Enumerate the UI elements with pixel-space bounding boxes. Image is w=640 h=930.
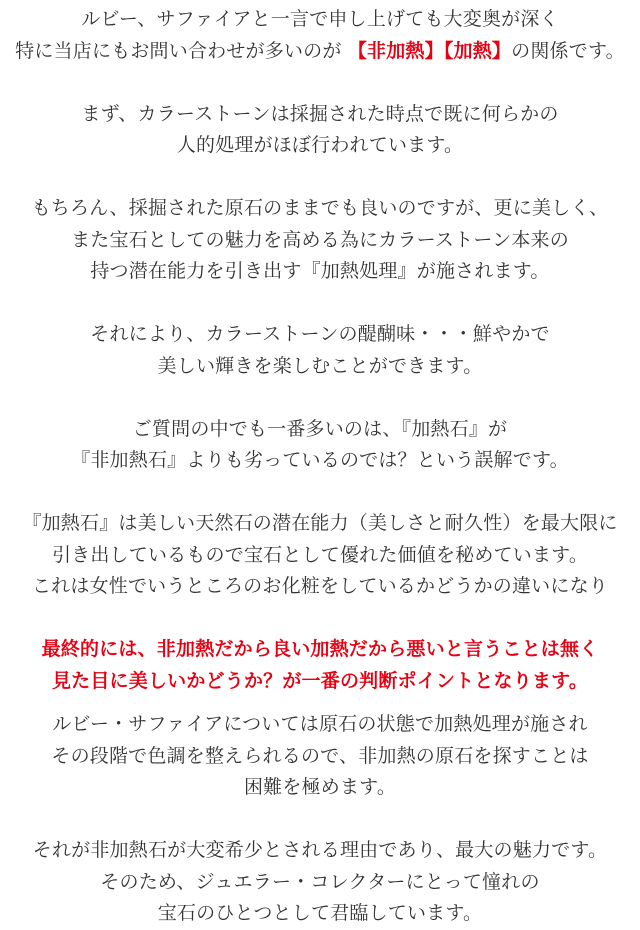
paragraph-value	[0, 508, 640, 603]
paragraph-conclusion	[0, 634, 640, 697]
paragraph-gap	[0, 697, 640, 709]
paragraph-intro	[0, 4, 640, 67]
paragraph-gap	[0, 477, 640, 509]
text-line: これは女性でいうところのお化粧をしているかどうかの違いになり	[31, 575, 608, 597]
text-fragment: 特に当店にもお問い合わせが多いのが	[15, 39, 342, 62]
paragraph-gap	[0, 603, 640, 635]
text-line: 美しい輝きを楽しむことができます。	[157, 354, 483, 377]
paragraph-ruby-sapphire	[0, 709, 640, 804]
paragraph-brilliance	[0, 319, 640, 382]
text-line: もちろん、採掘された原石のままでも良いのですが、更に美しく、	[31, 197, 609, 219]
text-line: ルビー、サファイアと一言で申し上げても大変奥が深く	[81, 8, 559, 30]
text-line: そのため、ジュエラー・コレクターにとって憧れの	[100, 870, 540, 893]
text-line: その段階で色調を整えられるので、非加熱の原石を探すことは	[51, 744, 589, 767]
text-line: ルビー・サファイアについては原石の状態で加熱処理が施され	[52, 713, 588, 735]
paragraph-gap	[0, 288, 640, 320]
text-line: 持つ潜在能力を引き出す『加熱処理』が施されます。	[90, 260, 550, 282]
paragraph-gap	[0, 67, 640, 99]
paragraph-treatment	[0, 99, 640, 162]
text-fragment: の関係です。	[511, 39, 625, 62]
highlight-unheated: 【非加熱】	[347, 39, 444, 62]
emphasis-line: 見た目に美しいかどうか？が一番の判断ポイントとなります。	[51, 669, 589, 692]
text-line: まず、カラーストーンは採掘された時点で既に何らかの	[81, 102, 559, 125]
text-line: 宝石のひとつとして君臨しています。	[157, 902, 483, 924]
text-line: 人的処理がほぼ行われています。	[176, 134, 464, 156]
text-line: 『非加熱石』よりも劣っているのでは？という誤解です。	[71, 449, 569, 471]
text-line: それにより、カラーストーンの醍醐味・・・鮮やかで	[90, 323, 550, 345]
text-line-with-highlights	[0, 36, 640, 68]
text-line: ご質問の中でも一番多いのは、『加熱石』が	[132, 417, 508, 440]
text-line: 引き出しているもので宝石として優れた価値を秘めています。	[51, 543, 589, 566]
text-line: それが非加熱石が大変希少とされる理由であり、最大の魅力です。	[32, 839, 608, 861]
text-line: 『加熱石』は美しい天然石の潜在能力（美しさと耐久性）を最大限に	[22, 512, 618, 534]
text-line: また宝石としての魅力を高める為にカラーストーン本来の	[71, 228, 569, 251]
paragraph-rarity	[0, 835, 640, 930]
paragraph-gap	[0, 162, 640, 194]
paragraph-misconception	[0, 414, 640, 477]
emphasis-line: 最終的には、非加熱だから良い加熱だから悪いと言うことは無く	[41, 638, 599, 660]
paragraph-gap	[0, 804, 640, 836]
paragraph-gap	[0, 382, 640, 414]
text-line: 困難を極めます。	[243, 776, 397, 798]
highlight-heated: 【加熱】	[443, 39, 512, 62]
paragraph-heating	[0, 193, 640, 288]
